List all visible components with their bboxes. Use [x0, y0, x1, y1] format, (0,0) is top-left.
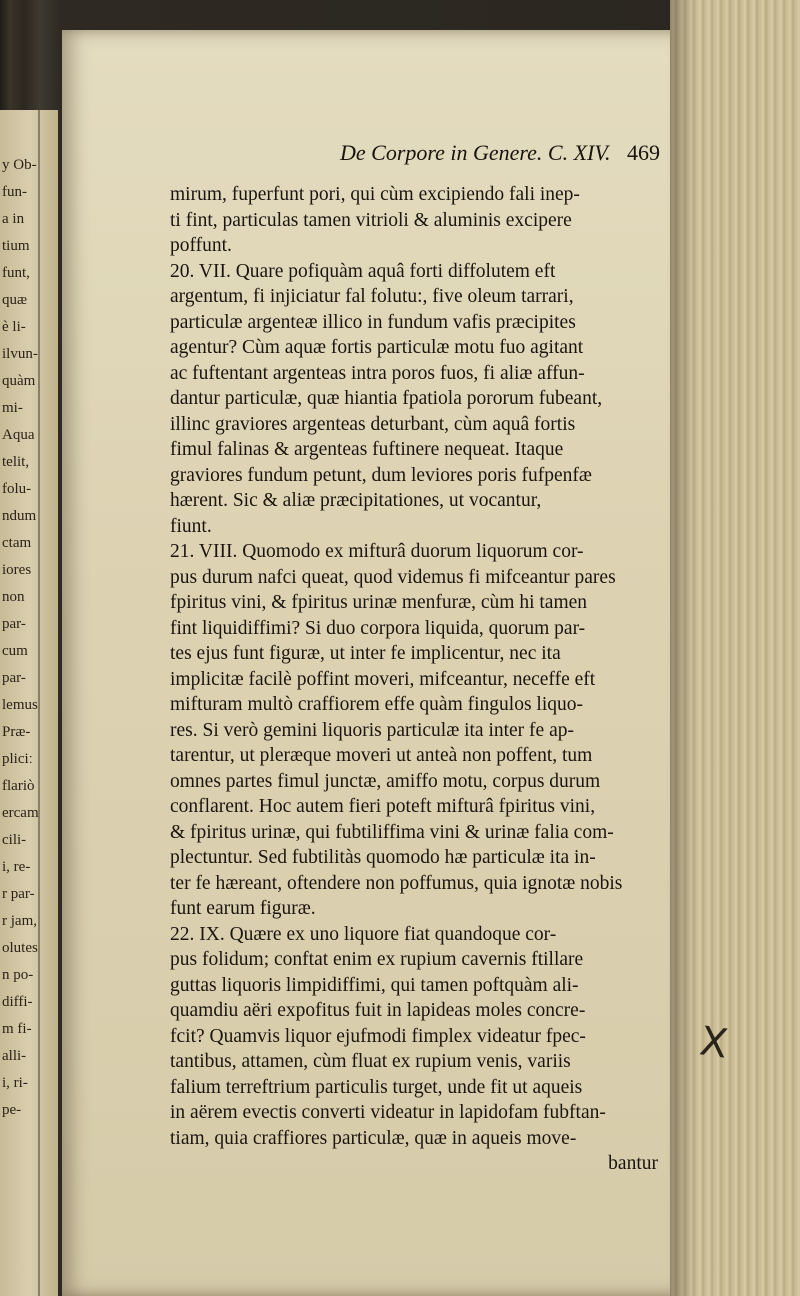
previous-page-fragment: par-: [2, 670, 26, 686]
text-line: mirum, fuperfunt pori, qui cùm excipiendo fali inep-: [170, 184, 580, 205]
previous-page-fragment: ilvun-: [2, 346, 38, 362]
previous-page-fragment: alli-: [2, 1048, 27, 1064]
text-line: fimul falinas & argenteas fuftinere nequeat. Itaque: [170, 439, 564, 460]
previous-page-fragment: quàm: [2, 373, 36, 389]
previous-page-fragment: flariò: [2, 778, 35, 794]
text-line: argentum, fi injiciatur fal folutu:, five oleum tarrari,: [170, 286, 574, 307]
previous-page-fragment: lemus: [2, 697, 38, 713]
text-line: tes ejus funt figuræ, ut inter fe implicentur, nec ita: [170, 643, 561, 664]
text-line: dantur particulæ, quæ hiantia fpatiola pororum fubeant,: [170, 388, 603, 409]
previous-page-fragment: pe-: [2, 1102, 22, 1118]
text-line: & fpiritus urinæ, qui fubtiliffima vini & urinæ falia com-: [170, 821, 614, 843]
text-line: hærent. Sic & aliæ præcipitationes, ut vocantur,: [170, 490, 542, 511]
previous-page-fragment: Præ-: [2, 724, 31, 740]
text-line: agentur? Cùm aquæ fortis particulæ motu fuo agitant: [170, 337, 584, 358]
previous-page-fragment: n po-: [2, 967, 34, 983]
previous-page-fragment: a in: [2, 211, 25, 227]
previous-page-fragment: funt,: [2, 265, 30, 281]
text-line: fint liquidiffimi? Si duo corpora liquida, quorum par-: [170, 617, 586, 639]
text-line: plectuntur. Sed fubtilitàs quomodo hæ particulæ ita in-: [170, 847, 596, 868]
running-header: [340, 140, 660, 180]
text-line: ac fuftentant argenteas intra poros fuos, fi aliæ affun-: [170, 362, 585, 384]
previous-page-fragment: folu-: [2, 481, 32, 497]
text-line: tarentur, ut pleræque moveri ut anteà non poffent, tum: [170, 745, 593, 766]
previous-page-fragment: diffi-: [2, 994, 33, 1010]
text-line: tantibus, attamen, cùm fluat ex rupium venis, variis: [170, 1051, 571, 1072]
previous-page-fragment: mi-: [2, 400, 23, 416]
text-line: 20. VII. Quare pofiquàm aquâ forti diffolutem eft: [170, 260, 556, 282]
text-line: 21. VIII. Quomodo ex mifturâ duorum liquorum cor-: [170, 541, 584, 562]
previous-page-fragment: Aqua: [2, 427, 35, 443]
text-line: tiam, quia craffiores particulæ, quæ in aqueis move-: [170, 1127, 577, 1149]
text-line: fpiritus vini, & fpiritus urinæ menfuræ, cùm hi tamen: [170, 592, 588, 613]
text-line: quamdiu aëri expofitus fuit in lapideas moles concre-: [170, 1000, 586, 1021]
previous-page-fragment: y Ob-: [2, 157, 37, 173]
previous-page-fragment: non: [2, 589, 25, 605]
text-line: res. Si verò gemini liquoris particulæ ita inter fe ap-: [170, 719, 574, 741]
text-line: graviores fundum petunt, dum leviores poris fufpenfæ: [170, 464, 592, 486]
text-line: fcit? Quamvis liquor ejufmodi fimplex videatur fpec-: [170, 1025, 586, 1047]
text-line: 22. IX. Quære ex uno liquore fiat quandoque cor-: [170, 923, 557, 945]
previous-page-fragment: è li-: [2, 319, 26, 335]
text-line: falium terreftrium particulis turget, unde fit ut aqueis: [170, 1076, 583, 1098]
text-line: guttas liquoris limpidiffimi, qui tamen poftquàm ali-: [170, 974, 579, 996]
previous-page-fragment: tium: [2, 238, 30, 254]
text-line: particulæ argenteæ illico in fundum vafis præcipites: [170, 311, 576, 333]
previous-page-fragment: cili-: [2, 832, 27, 848]
text-line: ti fint, particulas tamen vitrioli & aluminis excipere: [170, 209, 572, 231]
text-line: ter fe hæreant, oftendere non poffumus, quia ignotæ nobis: [170, 872, 623, 894]
text-line: illinc graviores argenteas deturbant, cùm aquâ fortis: [170, 413, 576, 435]
previous-page-fragment: iores: [2, 562, 32, 578]
page-edges: [670, 0, 800, 1296]
previous-page-fragment: cum: [2, 643, 28, 659]
text-line: mifturam multò craffiorem effe quàm fingulos liquo-: [170, 694, 584, 715]
text-line: in aërem evectis converti videatur in lapidofam fubftan-: [170, 1102, 606, 1123]
text-line: omnes partes fimul junctæ, amiffo motu, corpus durum: [170, 770, 601, 792]
previous-page-fragment: quæ: [2, 292, 28, 308]
previous-page-fragment: telit,: [2, 454, 30, 470]
previous-page-fragment: pliciː: [2, 751, 33, 767]
previous-page-fragment: par-: [2, 616, 26, 632]
text-line: implicitæ facilè poffint moveri, mifceantur, neceffe eft: [170, 668, 596, 690]
previous-page-fragment: i, re-: [2, 859, 31, 875]
previous-page-fragment: m fi-: [2, 1021, 32, 1037]
previous-page-fragment: ctam: [2, 535, 32, 551]
previous-page-fragment: r jam,: [2, 913, 37, 929]
previous-page-fragment: i, ri-: [2, 1075, 28, 1091]
previous-page-fragment: ercam: [2, 805, 39, 821]
previous-page-fragment: ndum: [2, 508, 37, 524]
margin-mark: X: [696, 1018, 731, 1068]
page-number: 469: [627, 140, 660, 165]
previous-page-fragment: fun-: [2, 184, 27, 200]
text-line: pus folidum; conftat enim ex rupium cavernis ftillare: [170, 949, 584, 970]
previous-page-strip: [0, 110, 58, 1296]
running-title: De Corpore in Genere. C. XIV.: [340, 140, 611, 165]
body-text: [170, 182, 674, 1177]
previous-page-fragment: r par-: [2, 886, 35, 902]
previous-page-fragment: olutes: [2, 940, 38, 956]
text-line: funt earum figuræ.: [170, 898, 316, 919]
text-line: poffunt.: [170, 235, 232, 256]
text-line: fiunt.: [170, 515, 212, 537]
text-line: pus durum nafci queat, quod videmus fi mifceantur pares: [170, 566, 616, 588]
text-line: conflarent. Hoc autem fieri poteft mifturâ fpiritus vini,: [170, 796, 596, 817]
catchword: bantur: [608, 1153, 658, 1174]
